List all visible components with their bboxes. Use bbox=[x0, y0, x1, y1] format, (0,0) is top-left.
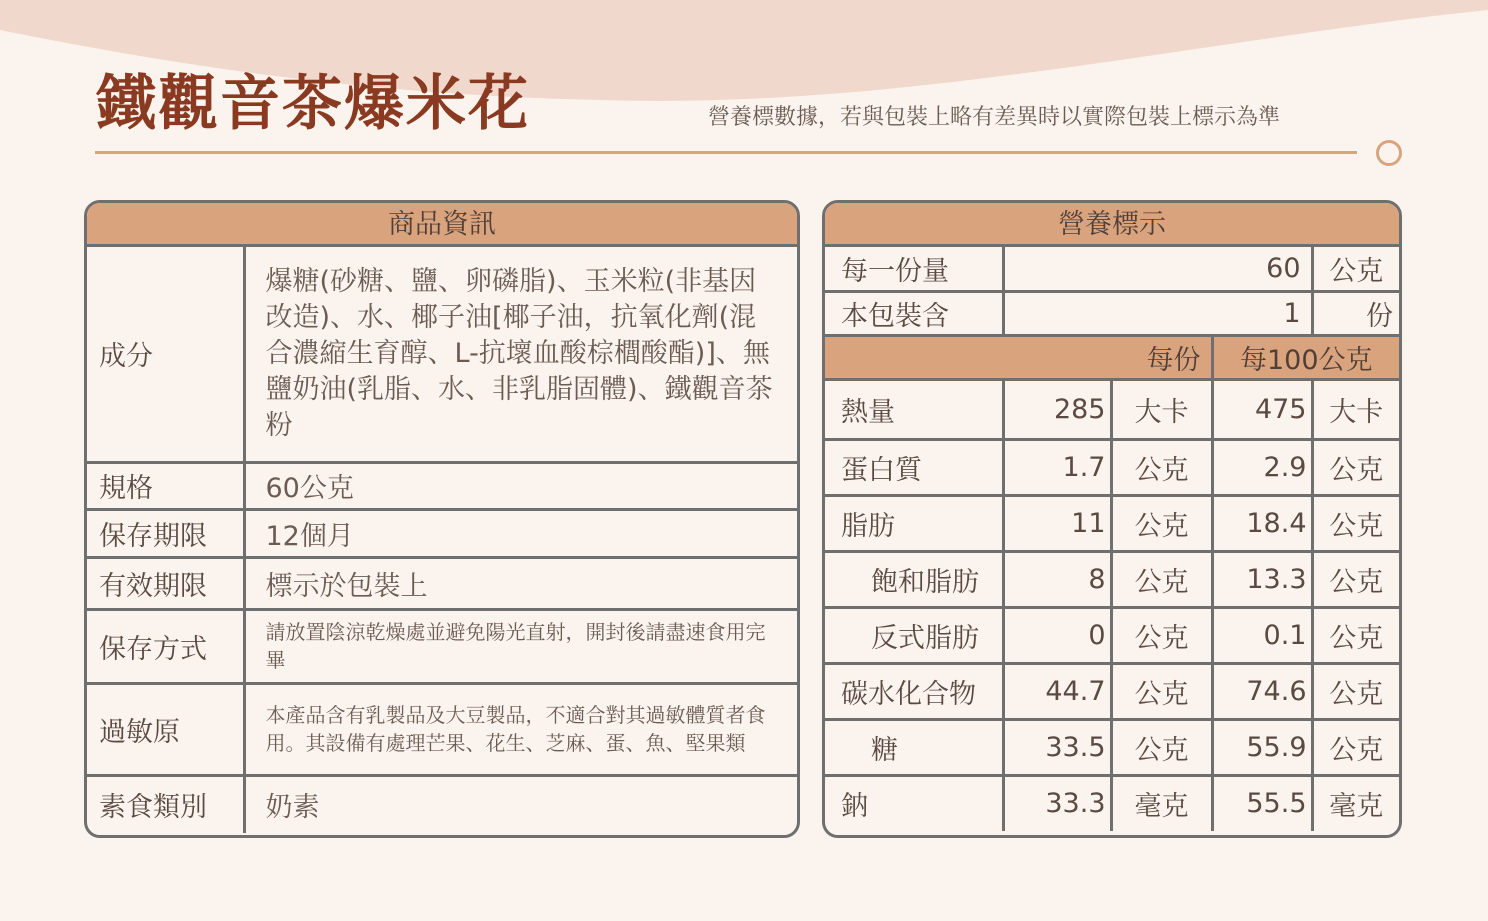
per-serving-value: 11 bbox=[1003, 495, 1111, 551]
nutrient-label: 反式脂肪 bbox=[825, 607, 1003, 663]
per-100g-unit: 公克 bbox=[1312, 663, 1399, 719]
per-100g-unit: 公克 bbox=[1312, 439, 1399, 495]
divider-circle-icon bbox=[1376, 140, 1402, 166]
nutrition-panel bbox=[822, 200, 1402, 838]
table-row bbox=[87, 683, 797, 775]
header-divider bbox=[95, 151, 1357, 154]
table-row bbox=[87, 775, 797, 833]
per-serving-unit: 公克 bbox=[1111, 719, 1212, 775]
serving-size-value: 60 bbox=[1003, 247, 1312, 291]
row-value: 標示於包裝上 bbox=[244, 557, 797, 609]
nutrient-label: 飽和脂肪 bbox=[825, 551, 1003, 607]
table-row bbox=[825, 291, 1399, 335]
per-100g-unit: 公克 bbox=[1312, 607, 1399, 663]
servings-value: 1 bbox=[1003, 291, 1312, 335]
row-value: 爆糖(砂糖、鹽、卵磷脂)、玉米粒(非基因改造)、水、椰子油[椰子油，抗氧化劑(混合濃縮生育醇、L-抗壞血酸棕櫚酸酯)]、無鹽奶油(乳脂、水、非乳脂固體)、鐵觀音茶粉 bbox=[244, 247, 797, 462]
per-100g-value: 18.4 bbox=[1212, 495, 1312, 551]
col-per-100g: 每100公克 bbox=[1212, 335, 1399, 379]
row-label: 保存方式 bbox=[87, 609, 244, 683]
nutrient-label: 熱量 bbox=[825, 379, 1003, 439]
table-row bbox=[825, 607, 1399, 663]
table-row bbox=[825, 247, 1399, 291]
per-serving-unit: 毫克 bbox=[1111, 775, 1212, 831]
per-100g-value: 13.3 bbox=[1212, 551, 1312, 607]
product-info-panel bbox=[84, 200, 800, 838]
per-100g-value: 74.6 bbox=[1212, 663, 1312, 719]
disclaimer-note: 營養標數據，若與包裝上略有差異時以實際包裝上標示為準 bbox=[708, 105, 1281, 130]
serving-size-unit: 公克 bbox=[1312, 247, 1399, 291]
row-label: 素食類別 bbox=[87, 775, 244, 833]
per-serving-unit: 大卡 bbox=[1111, 379, 1212, 439]
table-row bbox=[87, 609, 797, 683]
servings-unit: 份 bbox=[1312, 291, 1399, 335]
product-info-heading: 商品資訊 bbox=[87, 203, 797, 247]
nutrient-label: 蛋白質 bbox=[825, 439, 1003, 495]
table-row bbox=[825, 775, 1399, 831]
per-serving-value: 1.7 bbox=[1003, 439, 1111, 495]
table-row bbox=[825, 663, 1399, 719]
nutrient-label: 碳水化合物 bbox=[825, 663, 1003, 719]
per-serving-value: 0 bbox=[1003, 607, 1111, 663]
per-100g-value: 55.9 bbox=[1212, 719, 1312, 775]
column-header-row bbox=[825, 335, 1399, 379]
row-value: 60公克 bbox=[244, 462, 797, 509]
per-100g-value: 0.1 bbox=[1212, 607, 1312, 663]
per-100g-value: 55.5 bbox=[1212, 775, 1312, 831]
per-serving-unit: 公克 bbox=[1111, 439, 1212, 495]
per-100g-unit: 毫克 bbox=[1312, 775, 1399, 831]
page-title: 鐵觀音茶爆米花 bbox=[96, 69, 530, 139]
nutrition-table bbox=[825, 247, 1399, 831]
table-row bbox=[825, 495, 1399, 551]
row-label: 成分 bbox=[87, 247, 244, 462]
table-row bbox=[87, 247, 797, 462]
table-row bbox=[825, 379, 1399, 439]
per-serving-unit: 公克 bbox=[1111, 663, 1212, 719]
table-row bbox=[87, 557, 797, 609]
row-value: 請放置陰涼乾燥處並避免陽光直射，開封後請盡速食用完畢 bbox=[244, 609, 797, 683]
serving-size-label: 每一份量 bbox=[825, 247, 1003, 291]
row-label: 規格 bbox=[87, 462, 244, 509]
per-100g-value: 475 bbox=[1212, 379, 1312, 439]
nutrient-label: 糖 bbox=[825, 719, 1003, 775]
per-100g-unit: 公克 bbox=[1312, 495, 1399, 551]
per-100g-unit: 公克 bbox=[1312, 719, 1399, 775]
table-row bbox=[825, 719, 1399, 775]
per-serving-value: 33.3 bbox=[1003, 775, 1111, 831]
servings-label: 本包裝含 bbox=[825, 291, 1003, 335]
table-row bbox=[87, 509, 797, 557]
row-label: 保存期限 bbox=[87, 509, 244, 557]
nutrient-label: 鈉 bbox=[825, 775, 1003, 831]
col-per-serving: 每份 bbox=[825, 335, 1212, 379]
product-info-table bbox=[87, 247, 797, 833]
per-100g-value: 2.9 bbox=[1212, 439, 1312, 495]
table-row bbox=[825, 439, 1399, 495]
row-value: 12個月 bbox=[244, 509, 797, 557]
nutrient-label: 脂肪 bbox=[825, 495, 1003, 551]
per-serving-unit: 公克 bbox=[1111, 607, 1212, 663]
per-serving-value: 44.7 bbox=[1003, 663, 1111, 719]
per-serving-value: 33.5 bbox=[1003, 719, 1111, 775]
per-serving-value: 285 bbox=[1003, 379, 1111, 439]
table-row bbox=[825, 551, 1399, 607]
per-100g-unit: 公克 bbox=[1312, 551, 1399, 607]
row-label: 過敏原 bbox=[87, 683, 244, 775]
per-serving-unit: 公克 bbox=[1111, 495, 1212, 551]
row-value: 奶素 bbox=[244, 775, 797, 833]
per-serving-value: 8 bbox=[1003, 551, 1111, 607]
table-row bbox=[87, 462, 797, 509]
nutrition-heading: 營養標示 bbox=[825, 203, 1399, 247]
row-value: 本產品含有乳製品及大豆製品，不適合對其過敏體質者食用。其設備有處理芒果、花生、芝麻、蛋、魚、堅果類 bbox=[244, 683, 797, 775]
per-serving-unit: 公克 bbox=[1111, 551, 1212, 607]
per-100g-unit: 大卡 bbox=[1312, 379, 1399, 439]
row-label: 有效期限 bbox=[87, 557, 244, 609]
